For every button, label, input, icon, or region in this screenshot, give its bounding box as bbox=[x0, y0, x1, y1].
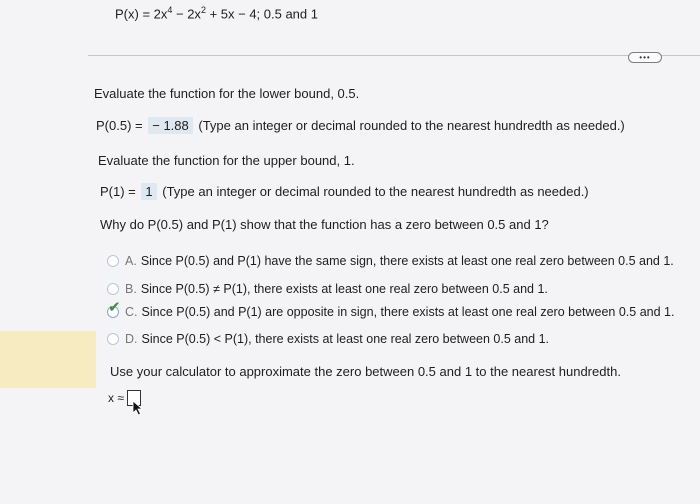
problem-prefix: P(x) = 2x bbox=[115, 6, 168, 22]
problem-suffix: + 5x − 4; 0.5 and 1 bbox=[205, 6, 318, 22]
p-upper-row bbox=[100, 183, 589, 200]
radio-a-icon[interactable] bbox=[107, 255, 119, 267]
exponent-2: 2 bbox=[200, 5, 206, 15]
p-lower-answer[interactable]: − 1.88 bbox=[148, 117, 193, 134]
upper-bound-prompt: Evaluate the function for the upper bound, 1. bbox=[98, 153, 355, 168]
problem-statement bbox=[115, 5, 318, 21]
mouse-pointer-icon bbox=[132, 400, 144, 416]
p-upper-hint: (Type an integer or decimal rounded to the nearest hundredth as needed.) bbox=[162, 184, 589, 199]
p-upper-label: P(1) = bbox=[100, 184, 136, 199]
option-c-letter: C. bbox=[125, 305, 138, 319]
lower-bound-prompt: Evaluate the function for the lower bound, 0.5. bbox=[94, 86, 360, 101]
why-question: Why do P(0.5) and P(1) show that the function has a zero between 0.5 and 1? bbox=[100, 217, 549, 232]
approximate-prompt: Use your calculator to approximate the zero between 0.5 and 1 to the nearest hundredth. bbox=[110, 364, 621, 379]
approx-label: x ≈ bbox=[108, 391, 124, 405]
checkmark-icon: ✔ bbox=[108, 299, 121, 316]
p-lower-row bbox=[96, 117, 625, 134]
ellipsis-icon: ••• bbox=[639, 52, 651, 62]
option-a-text: Since P(0.5) and P(1) have the same sign, there exists at least one real zero between 0.5 and 1. bbox=[140, 254, 674, 268]
radio-b-icon[interactable] bbox=[107, 283, 119, 295]
option-c-text: Since P(0.5) and P(1) are opposite in sign, there exists at least one real zero between 0.5 and 1. bbox=[141, 305, 675, 319]
radio-d-icon[interactable] bbox=[107, 333, 119, 345]
option-a[interactable] bbox=[107, 254, 674, 268]
option-c[interactable] bbox=[107, 299, 675, 319]
option-b-letter: B. bbox=[125, 282, 137, 296]
option-a-letter: A. bbox=[125, 254, 137, 268]
p-upper-answer[interactable]: 1 bbox=[141, 183, 156, 200]
option-d-letter: D. bbox=[125, 332, 138, 346]
divider bbox=[88, 55, 700, 56]
more-options-button[interactable] bbox=[628, 52, 662, 63]
highlight-band bbox=[0, 331, 96, 388]
p-lower-hint: (Type an integer or decimal rounded to the nearest hundredth as needed.) bbox=[198, 118, 625, 133]
p-lower-label: P(0.5) = bbox=[96, 118, 143, 133]
option-b[interactable] bbox=[107, 282, 548, 296]
problem-mid: − 2x bbox=[172, 6, 201, 22]
option-b-text: Since P(0.5) ≠ P(1), there exists at least one real zero between 0.5 and 1. bbox=[140, 282, 548, 296]
exponent-4: 4 bbox=[167, 5, 173, 15]
option-d[interactable] bbox=[107, 332, 549, 346]
option-d-text: Since P(0.5) < P(1), there exists at least one real zero between 0.5 and 1. bbox=[141, 332, 550, 346]
